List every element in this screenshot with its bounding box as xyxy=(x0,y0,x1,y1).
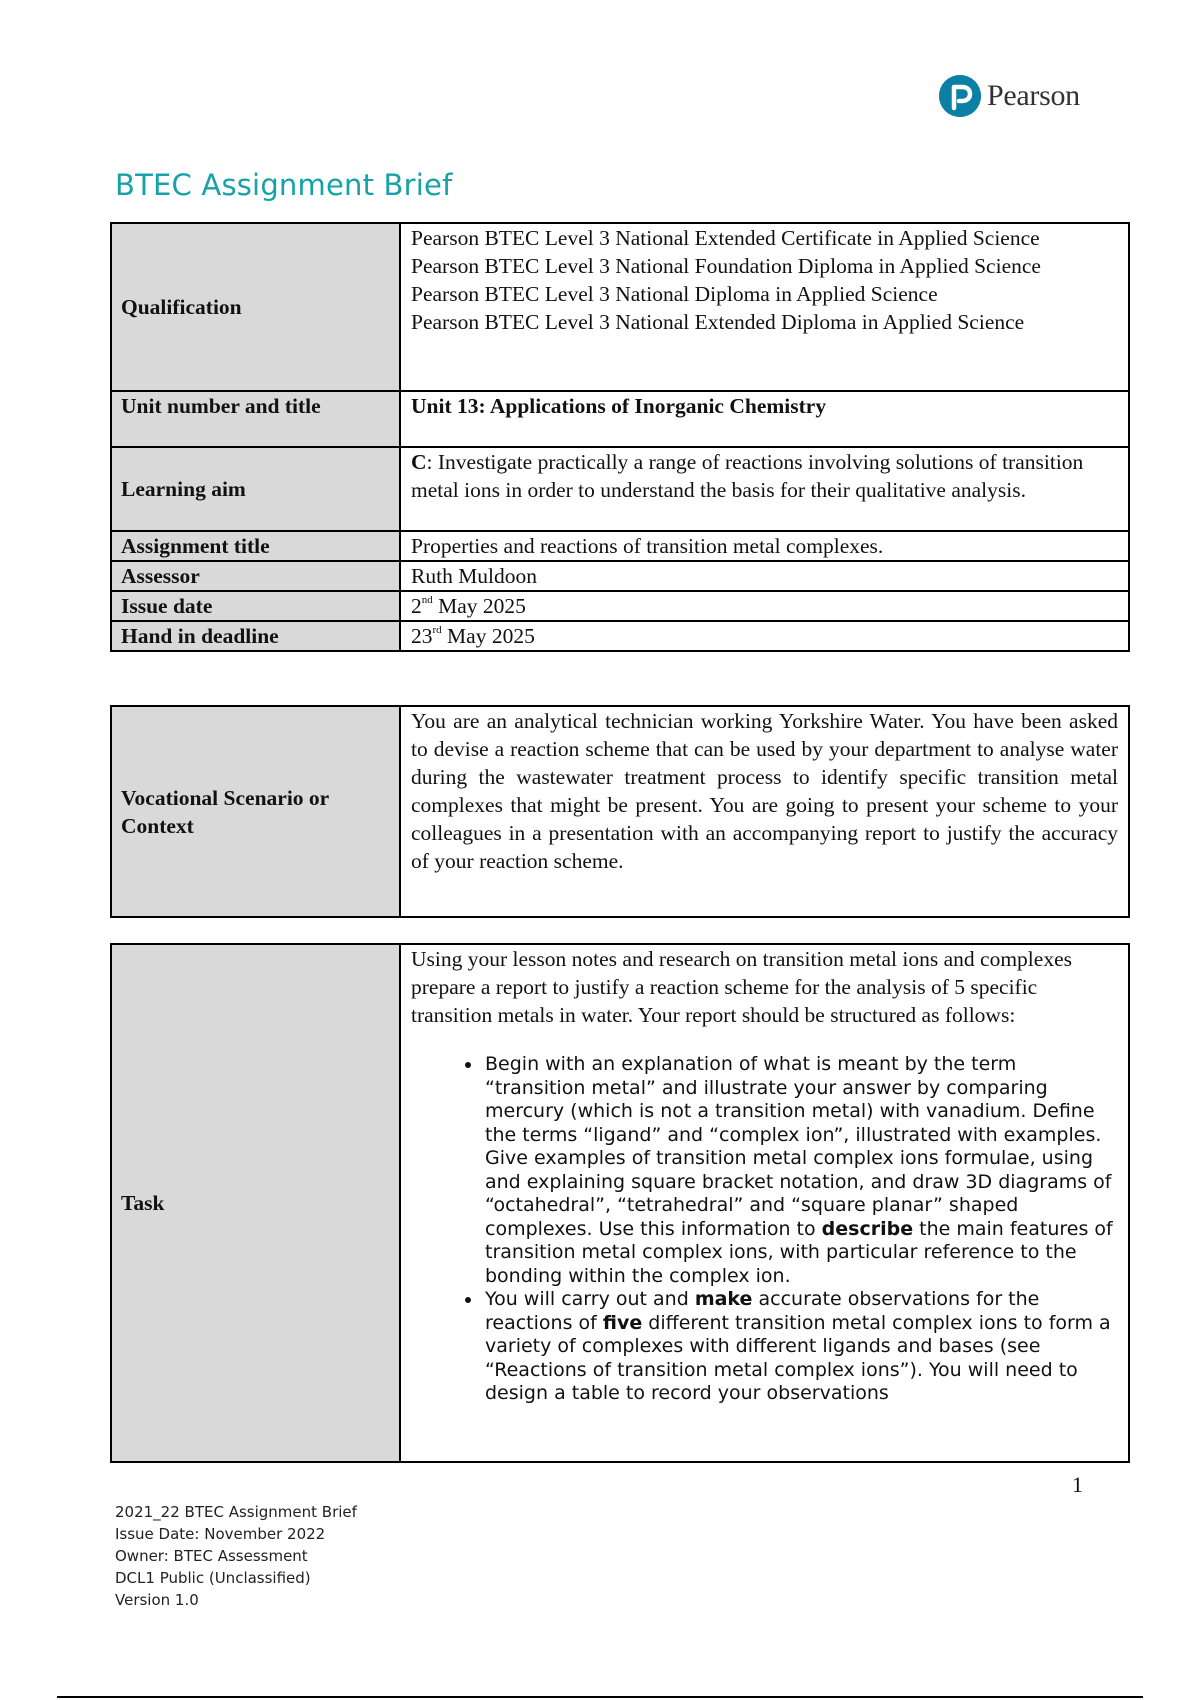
table-row xyxy=(111,561,1129,591)
deadline-suffix: rd xyxy=(432,623,442,636)
task-intro: Using your lesson notes and research on transition metal ions and complexes prepare a report to justify a reaction scheme for the analysis of 5 specific transition metals in water. Your report should be structured as follows: xyxy=(411,947,1072,1027)
qualification-line: Pearson BTEC Level 3 National Diploma in Applied Science xyxy=(411,282,938,306)
learning-aim-value xyxy=(400,447,1129,531)
learning-aim-text: : Investigate practically a range of reactions involving solutions of transition metal ions in order to understand the basis for their qualitative analysis. xyxy=(411,450,1084,502)
pearson-wordmark: Pearson xyxy=(987,79,1080,112)
table-row xyxy=(111,223,1129,391)
qualification-value xyxy=(400,223,1129,391)
scenario-text: You are an analytical technician working Yorkshire Water. You have been asked to devise a reaction scheme that can be used by your department to analyse water during the wastewater treatment process to identify specific transition metal complexes that might be present. You are going to present your scheme to your colleagues in a presentation with an accompanying report to justify the accuracy of your reaction scheme. xyxy=(400,706,1129,917)
page-title: BTEC Assignment Brief xyxy=(115,168,453,202)
deadline-day: 23 xyxy=(411,624,433,648)
deadline-value xyxy=(400,621,1129,651)
qualification-line: Pearson BTEC Level 3 National Extended Certificate in Applied Science xyxy=(411,226,1040,250)
list-item: • Begin with an explanation of what is meant by the term “transition metal” and illustrate your answer by comparing mercury (which is not a transition metal) with vanadium. Define the terms “ligand” and “complex ion”, illustrated with examples. Give examples of transition metal complex ions formulae, using and explaining square bracket notation, and draw 3D diagrams of “octahedral”, “tetrahedral” and “square planar” shaped complexes. Use this information to describe the main features of transition metal complex ions, with particular reference to the bonding within the complex ion. xyxy=(483,1053,1118,1288)
assessor-value: Ruth Muldoon xyxy=(400,561,1129,591)
table-row xyxy=(111,591,1129,621)
task-content xyxy=(400,944,1129,1462)
unit-value: Unit 13: Applications of Inorganic Chemistry xyxy=(400,391,1129,447)
page-number: 1 xyxy=(1072,1472,1083,1497)
table-row xyxy=(111,531,1129,561)
assignment-details-table xyxy=(110,222,1130,652)
footer-line: Owner: BTEC Assessment xyxy=(115,1547,308,1565)
scenario-table xyxy=(110,705,1130,918)
task-table xyxy=(110,943,1130,1463)
table-row xyxy=(111,447,1129,531)
qualification-line: Pearson BTEC Level 3 National Foundation Diploma in Applied Science xyxy=(411,254,1041,278)
pearson-logo-icon xyxy=(939,75,981,117)
table-row xyxy=(111,391,1129,447)
table-row xyxy=(111,944,1129,1462)
list-item: • You will carry out and make accurate observations for the reactions of five different transition metal complex ions to form a variety of complexes with different ligands and bases (see “Reactions of transition metal complex ions”). You will need to design a table to record your observations xyxy=(483,1288,1118,1406)
unit-label: Unit number and title xyxy=(111,391,400,447)
footer-line: Issue Date: November 2022 xyxy=(115,1525,326,1543)
footer-line: Version 1.0 xyxy=(115,1591,199,1609)
task-label: Task xyxy=(111,944,400,1462)
issue-date-label: Issue date xyxy=(111,591,400,621)
footer xyxy=(115,1501,357,1611)
assessor-label: Assessor xyxy=(111,561,400,591)
scenario-label: Vocational Scenario or Context xyxy=(111,706,400,917)
assignment-title-label: Assignment title xyxy=(111,531,400,561)
deadline-rest: May 2025 xyxy=(441,624,535,648)
pearson-logo xyxy=(939,73,1080,119)
issue-date-day: 2 xyxy=(411,594,422,618)
learning-aim-label: Learning aim xyxy=(111,447,400,531)
issue-date-rest: May 2025 xyxy=(432,594,526,618)
qualification-line: Pearson BTEC Level 3 National Extended Diploma in Applied Science xyxy=(411,310,1025,334)
assignment-title-value: Properties and reactions of transition metal complexes. xyxy=(400,531,1129,561)
footer-line: 2021_22 BTEC Assignment Brief xyxy=(115,1503,357,1521)
table-row xyxy=(111,706,1129,917)
deadline-label: Hand in deadline xyxy=(111,621,400,651)
footer-line: DCL1 Public (Unclassified) xyxy=(115,1569,311,1587)
issue-date-suffix: nd xyxy=(421,593,433,606)
qualification-label: Qualification xyxy=(111,223,400,391)
bottom-divider xyxy=(57,1696,1143,1698)
issue-date-value xyxy=(400,591,1129,621)
table-row xyxy=(111,621,1129,651)
learning-aim-code: C xyxy=(411,450,427,474)
task-list xyxy=(411,1053,1118,1406)
